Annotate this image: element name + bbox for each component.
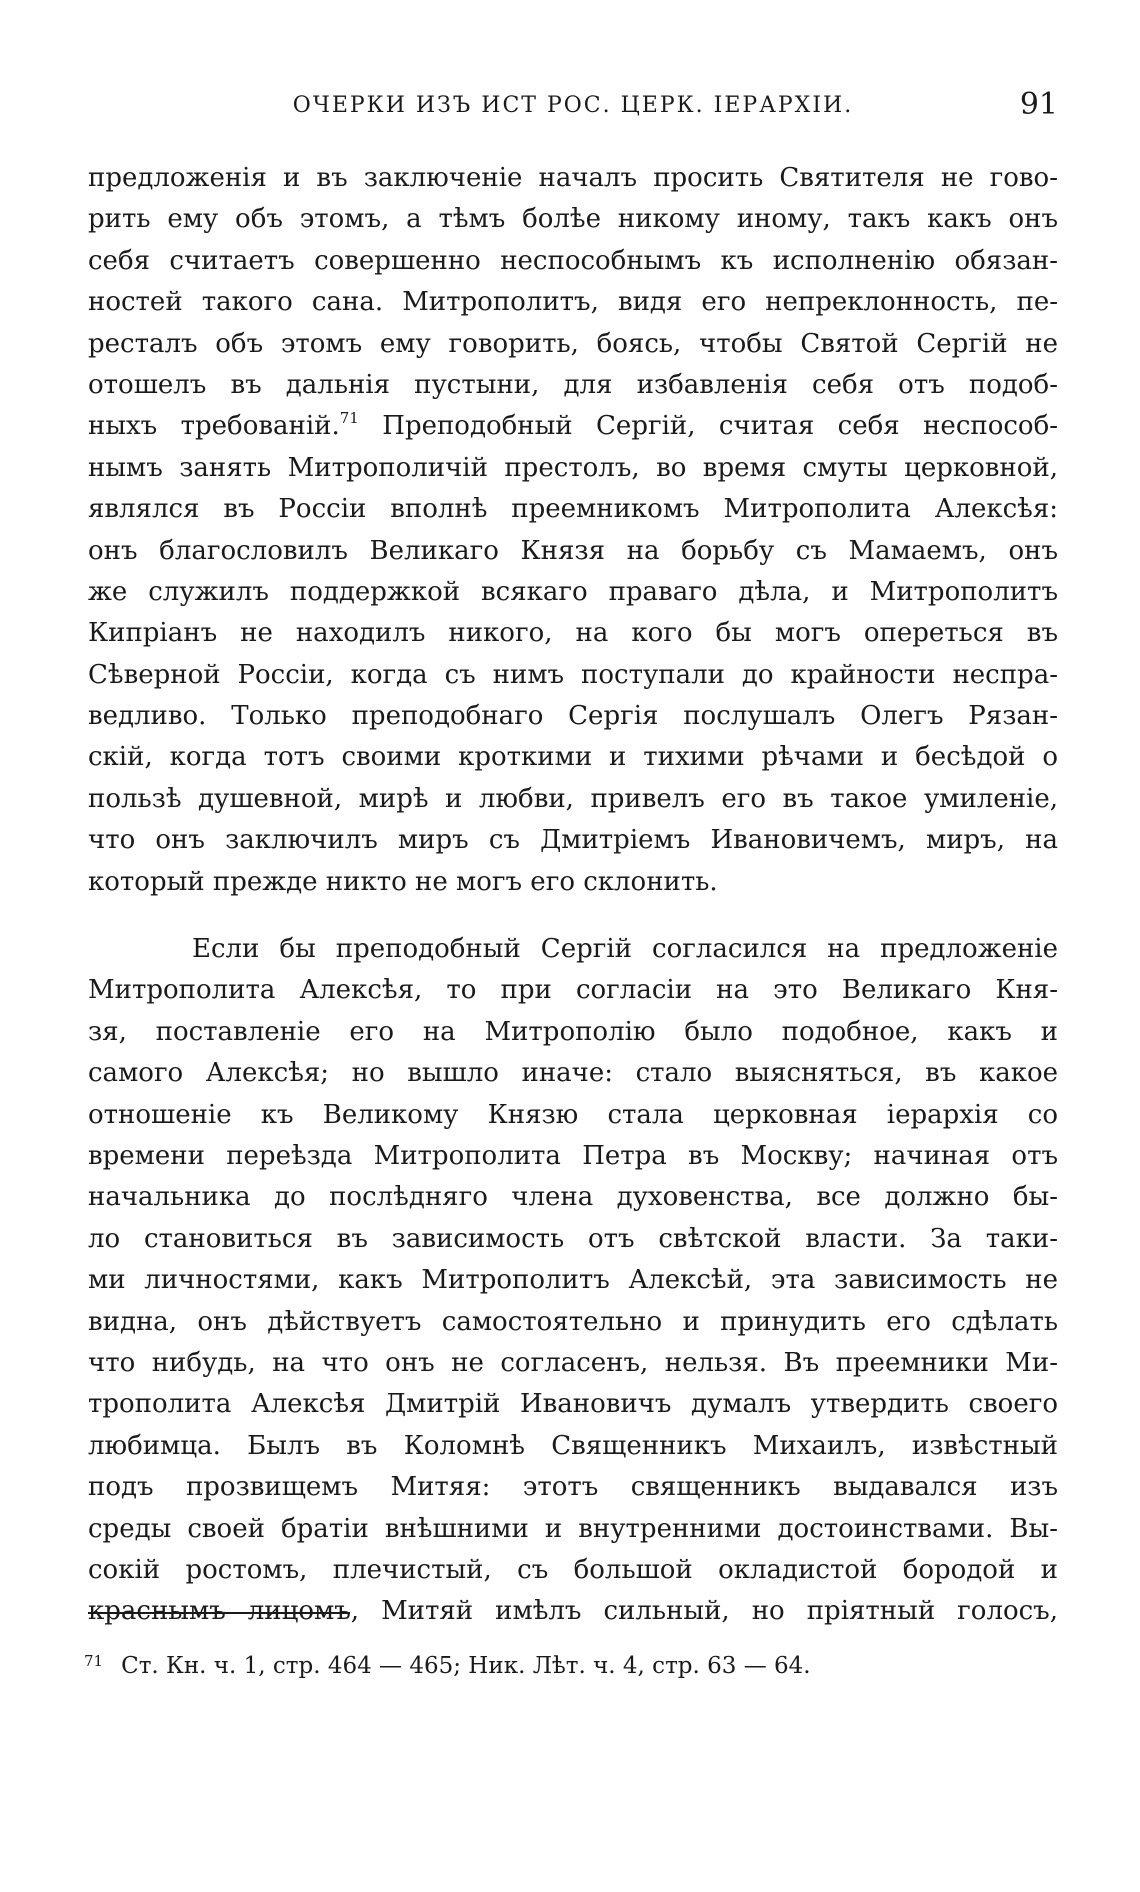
- text-line: времени переѣзда Митрополита Петра въ Москву; начиная отъ: [88, 1140, 1058, 1171]
- paragraph-gap: [88, 903, 1058, 929]
- text-line: Если бы преподобный Сергій согласился на предложеніе: [192, 934, 1058, 965]
- text-line: предложенія и въ заключеніе началъ просить Святителя не гово-: [88, 163, 1058, 193]
- page-number: 91: [1019, 87, 1058, 122]
- text-line: который прежде никто не могъ его склонить.: [88, 866, 718, 897]
- text-line: являлся въ Россіи вполнѣ преемникомъ Митрополита Алексѣя:: [88, 494, 1058, 525]
- text-line: сокій ростомъ, плечистый, съ большой окладистой бородой и: [88, 1554, 1058, 1585]
- running-title: ОЧЕРКИ ИЗЪ ИСТ РОС. ЦЕРК. ІЕРАРХІИ.: [292, 93, 854, 118]
- text-segment: ныхъ требованій.: [88, 411, 340, 442]
- text-line: Сѣверной Россіи, когда съ нимъ поступали до крайности неспра-: [88, 659, 1058, 690]
- text-line: же служилъ поддержкой всякаго праваго дѣла, и Митрополитъ: [88, 576, 1058, 607]
- text-line: что нибудь, на что онъ не согласенъ, нельзя. Въ преемники Ми-: [88, 1347, 1058, 1378]
- footnote-divider: [88, 1612, 350, 1614]
- text-line: подъ прозвищемъ Митяя: этотъ священникъ выдавался изъ: [88, 1472, 1058, 1503]
- text-line: зя, поставленіе его на Митрополію было подобное, какъ и: [88, 1016, 1058, 1047]
- text-line: начальника до послѣдняго члена духовенства, все должно бы-: [88, 1182, 1058, 1213]
- paragraph-1: [88, 158, 1058, 903]
- footnote: [84, 1645, 984, 1682]
- text-line: ведливо. Только преподобнаго Сергія послушалъ Олегъ Рязан-: [88, 701, 1058, 732]
- text-line: рить ему объ этомъ, а тѣмъ болѣе никому иному, такъ какъ онъ: [88, 204, 1058, 235]
- text-line: трополита Алексѣя Дмитрій Ивановичъ думалъ утвердить своего: [88, 1389, 1058, 1420]
- text-line: ло становиться въ зависимость отъ свѣтской власти. За таки-: [88, 1223, 1058, 1254]
- text-line: ми личностями, какъ Митрополитъ Алексѣй, эта зависимость не: [88, 1265, 1058, 1296]
- text-line: онъ благословилъ Великаго Князя на борьбу съ Мамаемъ, онъ: [88, 535, 1058, 566]
- text-line: нымъ занять Митрополичій престолъ, во время смуты церковной,: [88, 452, 1058, 483]
- body-text: [88, 158, 1058, 1633]
- text-line: отношеніе къ Великому Князю стала церковная іерархія со: [88, 1099, 1058, 1130]
- text-line: скій, когда тотъ своими кроткими и тихими рѣчами и бесѣдой о: [88, 742, 1058, 773]
- text-line: самого Алексѣя; но вышло иначе: стало выясняться, въ какое: [88, 1058, 1058, 1089]
- footnote-text: Ст. Кн. ч. 1, стр. 464 — 465; Ник. Лѣт. ч. 4, стр. 63 — 64.: [121, 1653, 811, 1679]
- text-line: ностей такого сана. Митрополитъ, видя его непреклонность, пе-: [88, 287, 1058, 318]
- text-line: среды своей братіи внѣшними и внутренними достоинствами. Вы-: [88, 1513, 1058, 1544]
- text-line: Кипріанъ не находилъ никого, на кого бы могъ опереться въ: [88, 618, 1058, 649]
- footnote-marker: 71: [84, 1652, 104, 1670]
- text-line-with-footnote-ref: [88, 406, 1058, 447]
- text-line: краснымъ лицомъ, Митяй имѣлъ сильный, но пріятный голосъ,: [88, 1596, 1058, 1627]
- text-line: Митрополита Алексѣя, то при согласіи на это Великаго Кня-: [88, 975, 1058, 1006]
- text-segment: Преподобный Сергій, считая себя неспособ-: [382, 411, 1058, 442]
- text-line: что онъ заключилъ миръ съ Дмитріемъ Ивановичемъ, миръ, на: [88, 825, 1058, 856]
- running-head: [88, 87, 1058, 133]
- text-line: видна, онъ дѣйствуетъ самостоятельно и принудить его сдѣлать: [88, 1306, 1058, 1337]
- text-line: любимца. Былъ въ Коломнѣ Священникъ Михаилъ, извѣстный: [88, 1430, 1058, 1461]
- text-line: пользѣ душевной, мирѣ и любви, привелъ его въ такое умиленіе,: [88, 783, 1058, 814]
- paragraph-2: [88, 929, 1058, 1633]
- text-line: себя считаетъ совершенно неспособнымъ къ исполненію обязан-: [88, 245, 1058, 276]
- text-line: ресталъ объ этомъ ему говорить, боясь, чтобы Святой Сергій не: [88, 328, 1058, 359]
- text-line: отошелъ въ дальнія пустыни, для избавленія себя отъ подоб-: [88, 369, 1058, 400]
- footnote-reference[interactable]: 71: [339, 409, 359, 428]
